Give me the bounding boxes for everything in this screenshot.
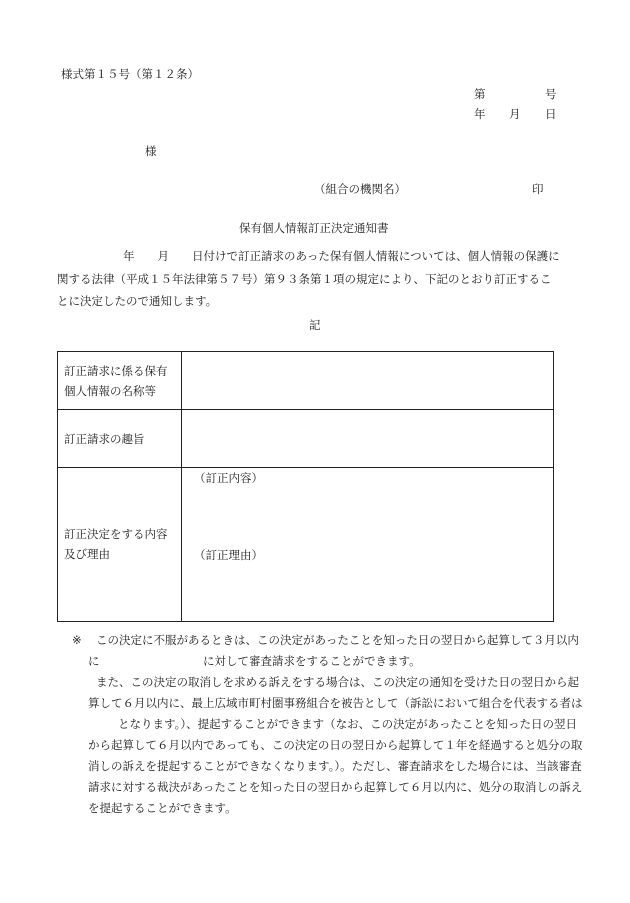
note-line: を提起することができます。 [88, 801, 237, 815]
label-line: 個人情報の名称等 [64, 384, 156, 398]
row-value-decision [182, 468, 554, 622]
seal-mark: 印 [532, 182, 544, 196]
row-label-target-info [58, 352, 182, 410]
note-line: 消しの訴えを提起することができなくなります。）。ただし、審査請求をした場合には、当該審査 [88, 759, 582, 773]
form-number: 様式第１５号（第１２条） [61, 67, 199, 81]
date-month: 月 [509, 107, 521, 121]
date-year: 年 [474, 107, 486, 121]
number-go: 号 [545, 87, 557, 101]
label-line: 及び理由 [64, 547, 110, 561]
note-line: 請求に対する裁決があったことを知った日の翌日から起算して６月以内に、処分の取消しの訴え [88, 780, 583, 794]
body-line: とに決定したので通知します。 [57, 294, 218, 308]
note-line: 算して６月以内に、最上広域市町村圏事務組合を被告として（訴訟において組合を代表する者は [88, 696, 583, 710]
row-value-target-info [182, 352, 554, 410]
note-line: から起算して６月以内であっても、この決定の日の翌日から起算して１年を経過すると処分の取 [88, 738, 583, 752]
table-row [58, 352, 554, 410]
document-title: 保有個人情報訂正決定通知書 [239, 221, 389, 235]
note-line: また、この決定の取消しを求める訴えをする場合は、この決定の通知を受けた日の翌日から起 [96, 675, 579, 689]
correction-reason-label: （訂正理由） [194, 548, 263, 562]
note-line: この決定に不服があるときは、この決定があったことを知った日の翌日から起算して３月以内 [96, 633, 579, 647]
note-line: となります。）、提起することができます（なお、この決定があったことを知った日の翌日 [118, 717, 577, 731]
table-row [58, 410, 554, 468]
row-label-decision [58, 468, 182, 622]
number-dai: 第 [474, 87, 486, 101]
table-row [58, 468, 554, 622]
sender-org-label: （組合の機関名） [314, 182, 406, 196]
body-line: 年 月 日付けで訂正請求のあった保有個人情報については、個人情報の保護に [123, 249, 560, 263]
row-label-request-purpose [58, 410, 182, 468]
label-line: 訂正請求に係る保有 [64, 364, 168, 378]
correction-table [57, 351, 554, 622]
correction-content-label: （訂正内容） [194, 471, 263, 485]
note-mark: ※ [72, 633, 82, 647]
body-line: 関する法律（平成１５年法律第５７号）第９３条第１項の規定により、下記のとおり訂正するこ [57, 272, 552, 286]
date-day: 日 [545, 107, 557, 121]
row-value-request-purpose [182, 410, 554, 468]
note-line: に に対して審査請求をすることができます。 [88, 654, 421, 668]
addressee-suffix: 様 [145, 144, 157, 158]
label-line: 訂正決定をする内容 [64, 527, 168, 541]
label-line: 訂正請求の趣旨 [64, 432, 145, 446]
ki-marker: 記 [309, 318, 321, 332]
